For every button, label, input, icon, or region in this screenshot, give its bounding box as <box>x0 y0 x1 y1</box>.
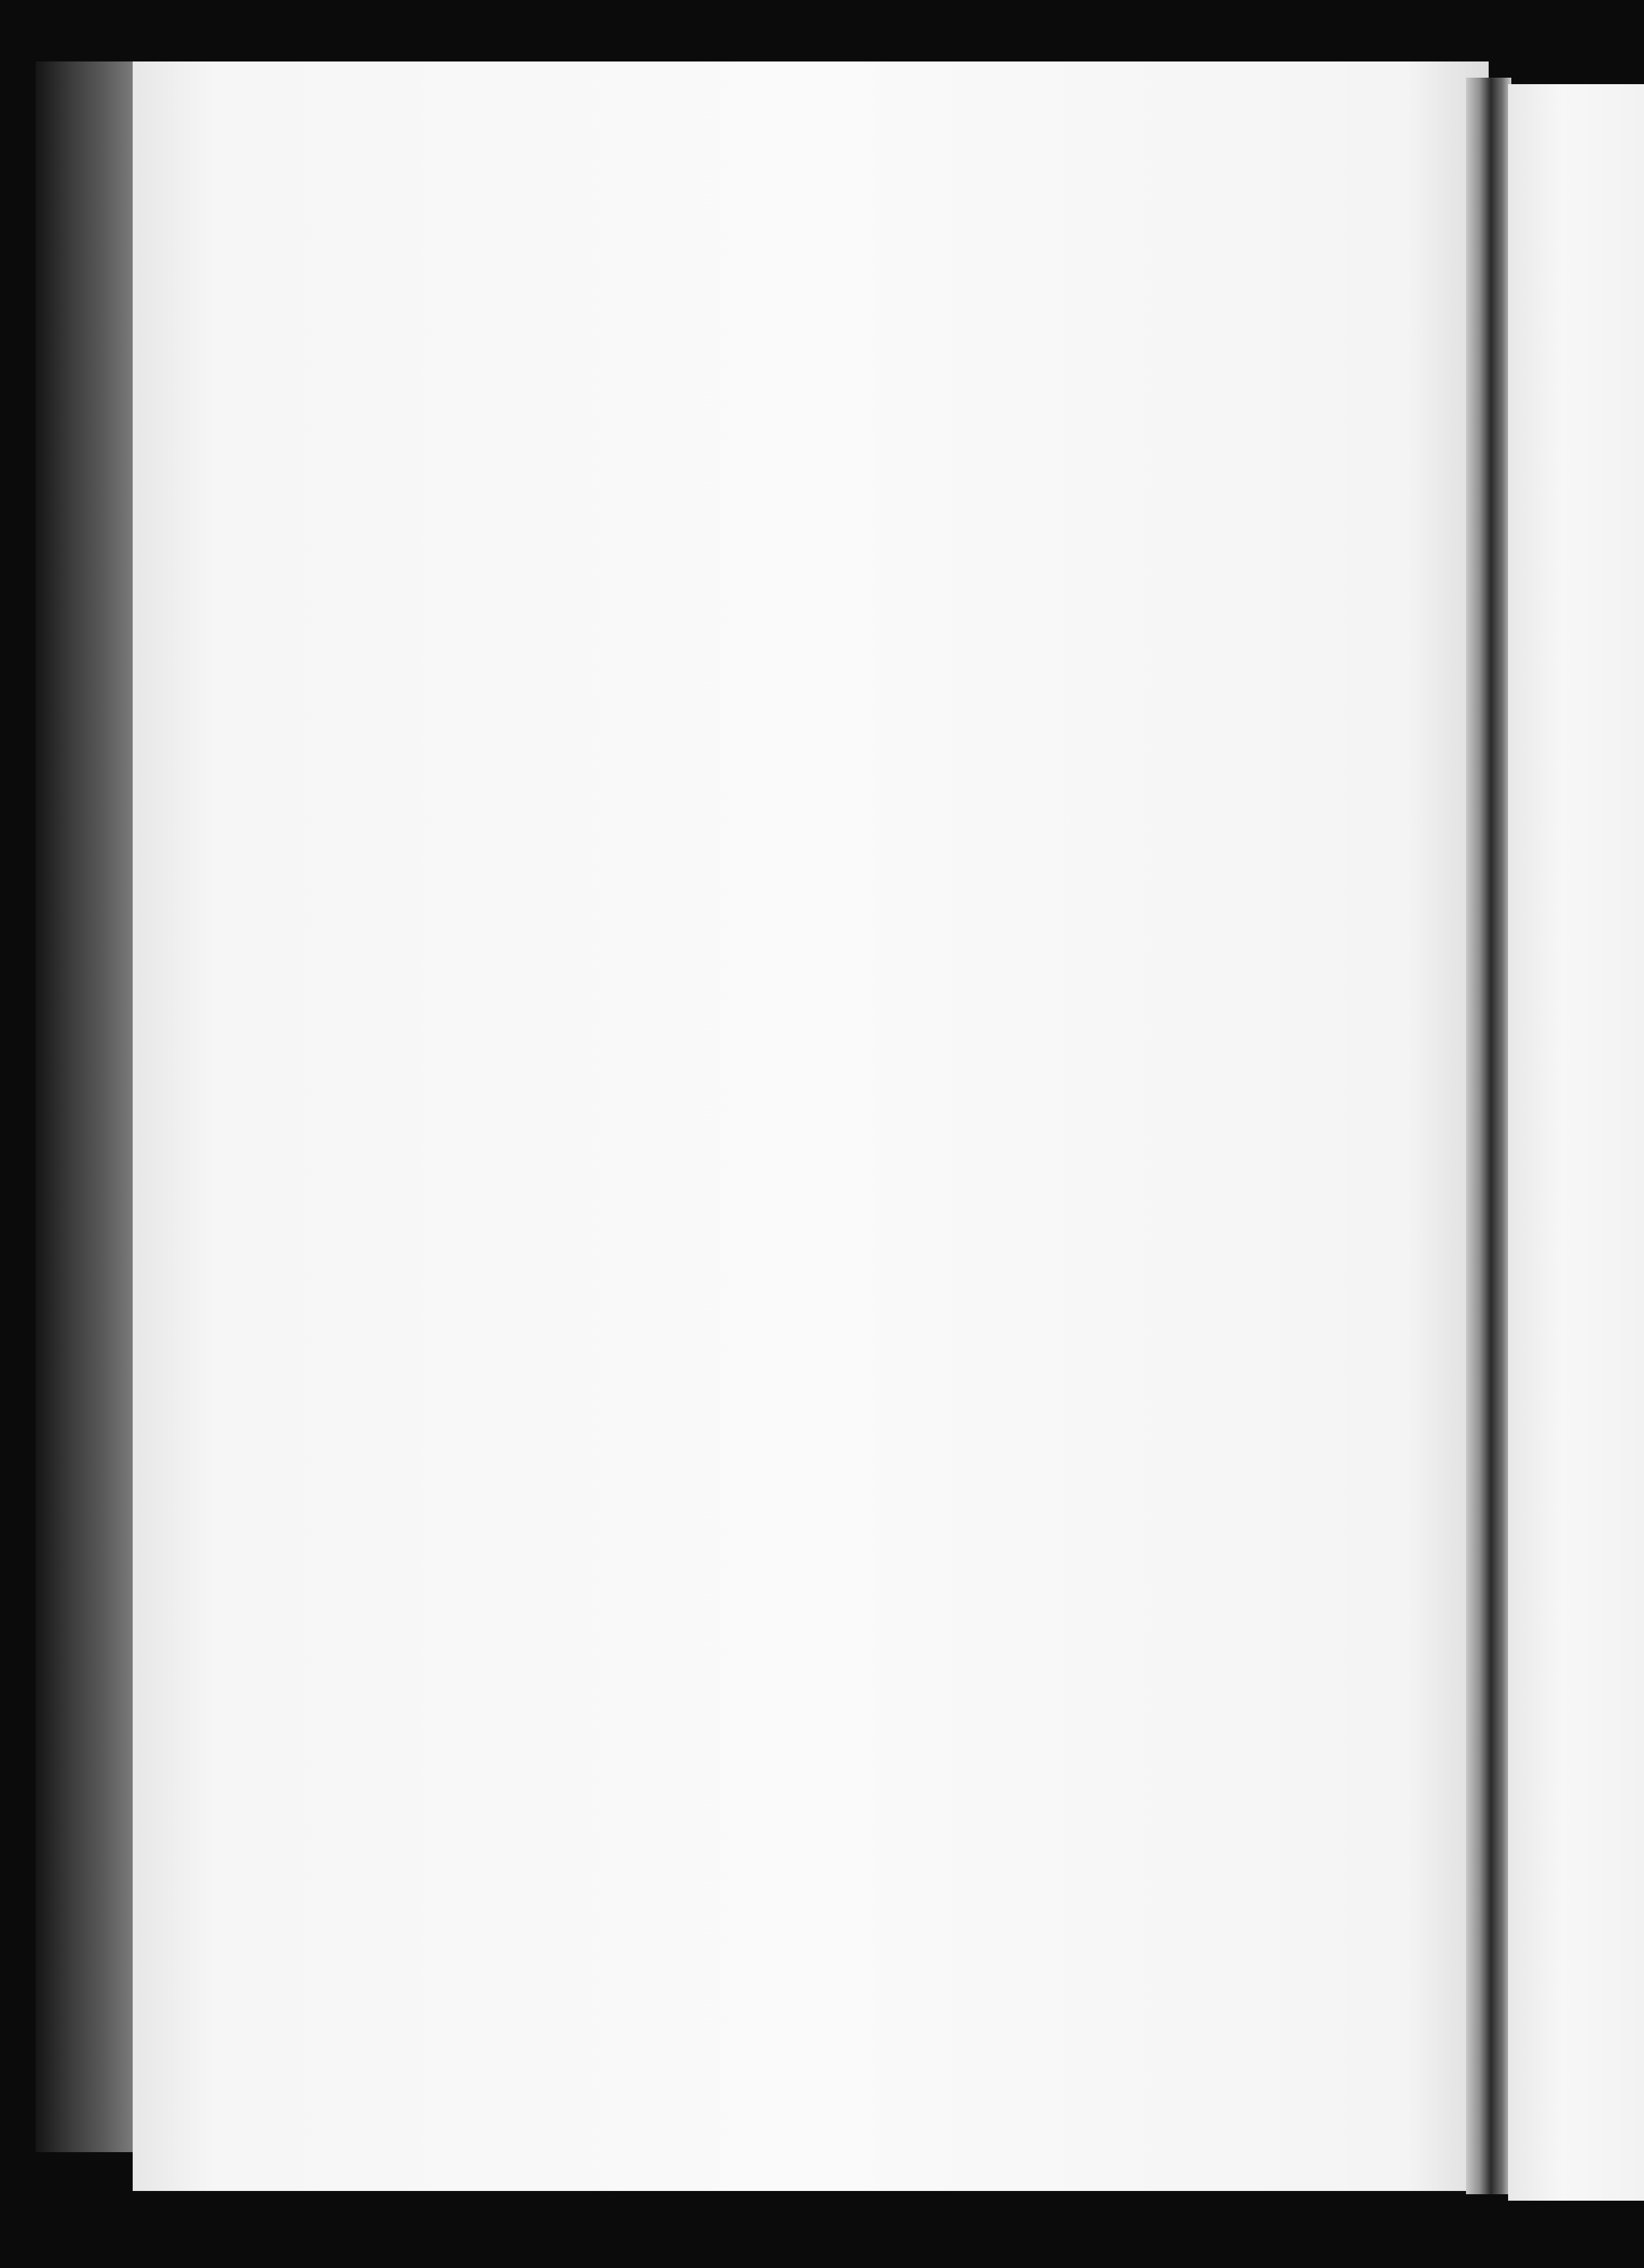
book-gutter <box>1466 78 1511 2194</box>
page-paper <box>133 61 1489 2191</box>
book-edge-left <box>36 61 133 2152</box>
facing-page-edge <box>1508 84 1644 2201</box>
